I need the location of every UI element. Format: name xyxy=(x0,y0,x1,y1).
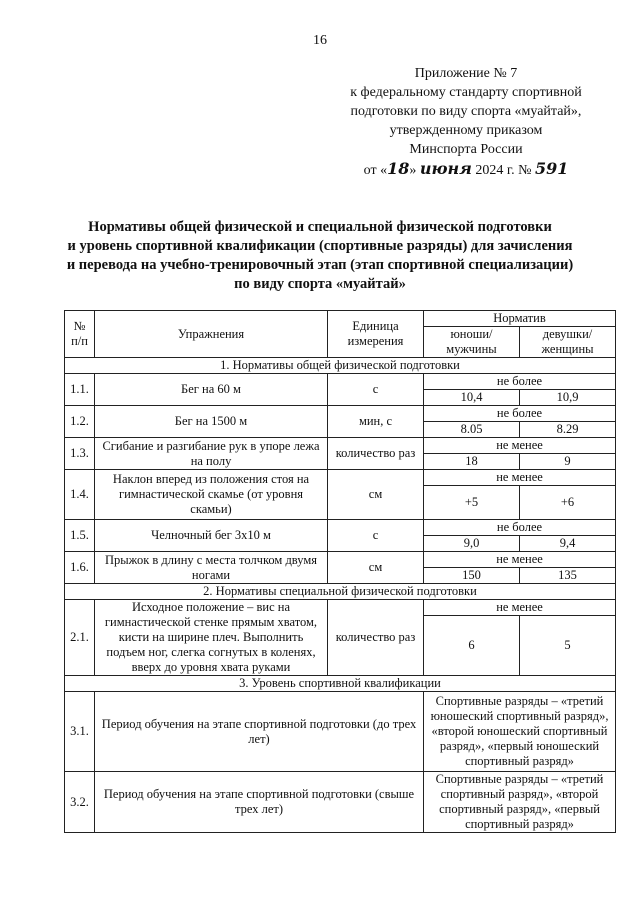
row-num: 1.1. xyxy=(65,374,95,406)
row-girls-value: 135 xyxy=(520,568,616,584)
row-unit: количество раз xyxy=(328,438,424,470)
row-girls-value: +6 xyxy=(520,486,616,520)
section-header: 2. Нормативы специальной физической подготовки xyxy=(65,584,616,600)
row-girls-value: 9,4 xyxy=(520,536,616,552)
row-boys-value: 150 xyxy=(424,568,520,584)
row-girls-value: 8.29 xyxy=(520,422,616,438)
row-num: 1.5. xyxy=(65,520,95,552)
row-condition: не более xyxy=(424,406,616,422)
row-num: 1.3. xyxy=(65,438,95,470)
row-unit: с xyxy=(328,374,424,406)
norms-table xyxy=(64,310,616,833)
row-girls-value: 5 xyxy=(520,616,616,676)
row-qualification: Спортивные разряды – «третий спортивный разряд», «второй спортивный разряд», «первый спортивный разряд» xyxy=(424,772,616,833)
row-exercise: Исходное положение – вис на гимнастической стенке прямым хватом, кисти на ширине плеч. Выполнить подъем ног, слегка согнутых в коленях, вверх до уровня хвата руками xyxy=(95,600,328,676)
row-exercise: Челночный бег 3х10 м xyxy=(95,520,328,552)
row-exercise: Период обучения на этапе спортивной подготовки (до трех лет) xyxy=(95,692,424,772)
document-title: Нормативы общей физической и специальной физической подготовки и уровень спортивной квалификации (спортивные разряды) для зачисления и перевода на учебно-тренировочный этап (этап спортивной специализации) по виду спорта «муайтай» xyxy=(66,219,574,292)
appendix-line: Минспорта России xyxy=(409,142,523,157)
date-day: 18 xyxy=(387,159,410,178)
header-num: № п/п xyxy=(65,311,95,358)
header-boys: юноши/ мужчины xyxy=(424,327,520,358)
order-number: 591 xyxy=(534,159,569,178)
row-girls-value: 10,9 xyxy=(520,390,616,406)
row-num: 1.4. xyxy=(65,470,95,520)
row-boys-value: 8.05 xyxy=(424,422,520,438)
row-condition: не менее xyxy=(424,552,616,568)
row-unit: см xyxy=(328,552,424,584)
row-girls-value: 9 xyxy=(520,454,616,470)
row-unit: количество раз xyxy=(328,600,424,676)
appendix-line: утвержденному приказом xyxy=(389,123,543,138)
header-exercise: Упражнения xyxy=(95,311,328,358)
appendix-line: к федеральному стандарту спортивной xyxy=(350,85,582,100)
row-num: 1.6. xyxy=(65,552,95,584)
row-exercise: Наклон вперед из положения стоя на гимнастической скамье (от уровня скамьи) xyxy=(95,470,328,520)
row-exercise: Период обучения на этапе спортивной подготовки (свыше трех лет) xyxy=(95,772,424,833)
order-date-line: от «18» июня 2024 г. № 591 xyxy=(363,159,569,178)
row-condition: не менее xyxy=(424,470,616,486)
row-num: 2.1. xyxy=(65,600,95,676)
row-boys-value: +5 xyxy=(424,486,520,520)
header-norm: Норматив xyxy=(424,311,616,327)
row-condition: не более xyxy=(424,520,616,536)
date-month: июня xyxy=(419,159,472,178)
row-exercise: Прыжок в длину с места толчком двумя ногами xyxy=(95,552,328,584)
header-unit: Единица измерения xyxy=(328,311,424,358)
row-boys-value: 18 xyxy=(424,454,520,470)
row-exercise: Бег на 60 м xyxy=(95,374,328,406)
row-num: 3.2. xyxy=(65,772,95,833)
row-condition: не менее xyxy=(424,438,616,454)
row-num: 3.1. xyxy=(65,692,95,772)
row-boys-value: 6 xyxy=(424,616,520,676)
row-qualification: Спортивные разряды – «третий юношеский спортивный разряд», «второй юношеский спортивный разряд», «первый юношеский спортивный разряд» xyxy=(424,692,616,772)
page-number: 16 xyxy=(313,33,327,48)
row-condition: не менее xyxy=(424,600,616,616)
row-boys-value: 10,4 xyxy=(424,390,520,406)
row-exercise: Сгибание и разгибание рук в упоре лежа на полу xyxy=(95,438,328,470)
section-header: 3. Уровень спортивной квалификации xyxy=(65,676,616,692)
appendix-line: подготовки по виду спорта «муайтай», xyxy=(350,104,582,119)
row-num: 1.2. xyxy=(65,406,95,438)
section-header: 1. Нормативы общей физической подготовки xyxy=(65,358,616,374)
row-boys-value: 9,0 xyxy=(424,536,520,552)
row-exercise: Бег на 1500 м xyxy=(95,406,328,438)
appendix-block xyxy=(326,64,606,180)
row-unit: см xyxy=(328,470,424,520)
row-unit: мин, с xyxy=(328,406,424,438)
row-condition: не более xyxy=(424,374,616,390)
row-unit: с xyxy=(328,520,424,552)
appendix-line: Приложение № 7 xyxy=(414,66,518,81)
header-girls: девушки/ женщины xyxy=(520,327,616,358)
